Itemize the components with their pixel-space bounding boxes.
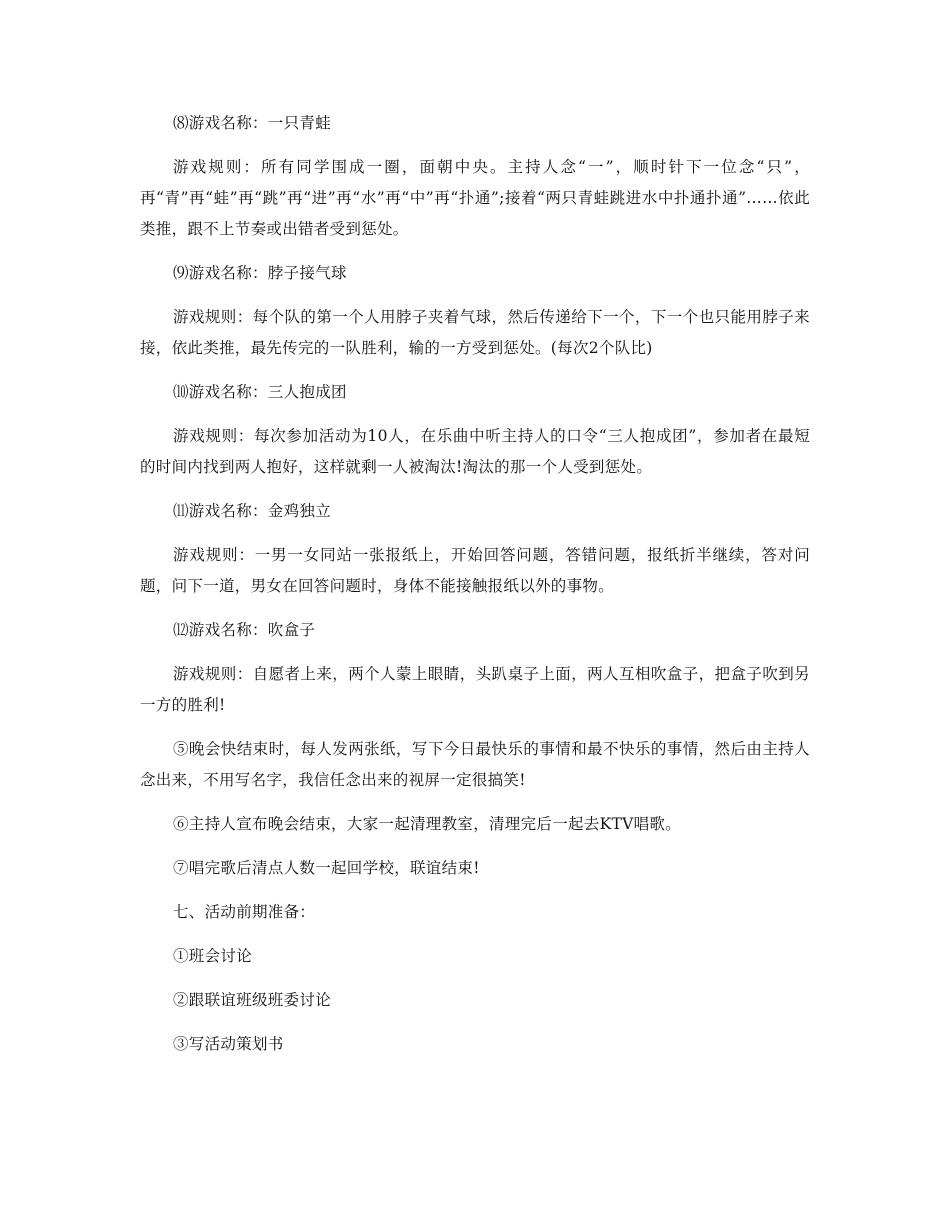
- step-7: ⑦唱完歌后清点人数一起回学校，联谊结束!: [173, 859, 480, 877]
- prep-item-1: ①班会讨论: [173, 947, 253, 965]
- game-11-rules: 游戏规则：一男一女同站一张报纸上，开始回答问题，答错问题，报纸折半继续，答对问题，问下一道，男女在回答问题时，身体不能接触报纸以外的事物。: [140, 546, 810, 595]
- game-9-rules: 游戏规则：每个队的第一个人用脖子夹着气球，然后传递给下一个，下一个也只能用脖子来接，依此类推，最先传完的一队胜利，输的一方受到惩处。(每次2个队比): [140, 308, 810, 357]
- document-page: [140, 108, 810, 1060]
- step-6: ⑥主持人宣布晚会结束，大家一起清理教室，清理完后一起去KTV唱歌。: [173, 815, 682, 833]
- game-8-rules: 游戏规则：所有同学围成一圈，面朝中央。主持人念“一”，顺时针下一位念“只”，再“青”再“蛙”再“跳”再“进”再“水”再“中”再“扑通”;接着“两只青蛙跳进水中扑通扑通”……依此类推，跟不上节奏或出错者受到惩处。: [140, 158, 810, 238]
- step-5: ⑤晚会快结束时，每人发两张纸，写下今日最快乐的事情和最不快乐的事情，然后由主持人念出来，不用写名字，我信任念出来的视屏一定很搞笑!: [140, 740, 810, 789]
- section-7-heading: 七、活动前期准备：: [173, 903, 316, 921]
- game-8-title: ⑻游戏名称：一只青蛙: [173, 114, 332, 132]
- game-10-title: ⑽游戏名称：三人抱成团: [173, 383, 347, 401]
- prep-item-2: ②跟联谊班级班委讨论: [173, 991, 332, 1009]
- game-12-title: ⑿游戏名称：吹盒子: [173, 621, 316, 639]
- prep-item-3: ③写活动策划书: [173, 1035, 284, 1053]
- game-10-rules: 游戏规则：每次参加活动为10人，在乐曲中听主持人的口令“三人抱成团”，参加者在最短的时间内找到两人抱好，这样就剩一人被淘汰!淘汰的那一个人受到惩处。: [140, 427, 810, 476]
- game-11-title: ⑾游戏名称：金鸡独立: [173, 502, 332, 520]
- game-9-title: ⑼游戏名称：脖子接气球: [173, 264, 347, 282]
- game-12-rules: 游戏规则：自愿者上来，两个人蒙上眼睛，头趴桌子上面，两人互相吹盒子，把盒子吹到另一方的胜利!: [140, 665, 810, 714]
